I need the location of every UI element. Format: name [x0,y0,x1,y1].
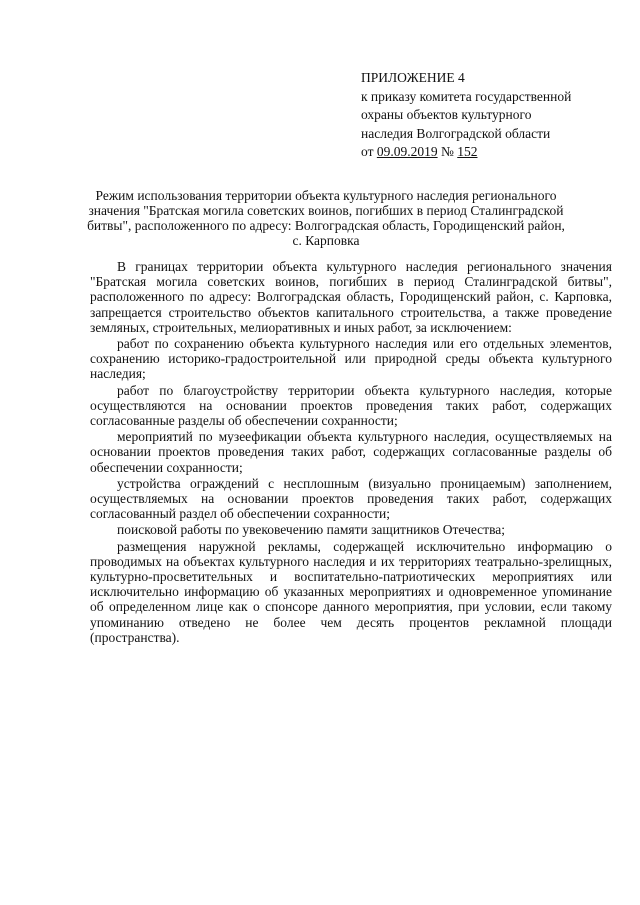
appendix-heading: ПРИЛОЖЕНИЕ 4 [361,70,465,85]
appendix-order-line [361,143,621,162]
document-body [90,259,612,646]
from-label: от [361,144,374,159]
appendix-line-2: охраны объектов культурного [361,107,532,122]
paragraph-item-5: поисковой работы по увековечению памяти защитников Отечества; [117,522,506,538]
appendix-block [361,69,621,162]
paragraph-item-4: устройства ограждений с несплошным (визуально проницаемым) заполнением, осуществляемых на основании проектов проведения таких работ, содержащих согласованный раздел об обеспечении сохранности; [90,475,612,522]
paragraph-item-3: мероприятий по музеефикации объекта культурного наследия, осуществляемых на основании проектов проведения таких работ, содержащих согласованные разделы об обеспечении сохранности; [90,429,612,475]
order-number: 152 [457,144,478,159]
order-date: 09.09.2019 [376,144,438,159]
number-sign: № [440,144,454,159]
paragraph-item-2: работ по благоустройству территории объекта культурного наследия, которые осуществляются на основании проектов проведения таких работ, содержащих согласованные разделы об обеспечении сохранности; [90,382,612,429]
document-title: Режим использования территории объекта культурного наследия регионального значения "Братская могила советских воинов, погибших в период Сталинградской битвы", расположенного по адресу: Волгоградская область, Городищенский район, с. Карповка [87,188,565,248]
paragraph-item-6: размещения наружной рекламы, содержащей исключительно информацию о проводимых на объектах культурного наследия и их территориях театрально-зрелищных, культурно-просветительных и воспитательно-патриотических мероприятиях или исключительно информацию об указанных мероприятиях и одновременное упоминание об определенном лице как о спонсоре данного мероприятия, при условии, если такому упоминанию отведено не более чем десять процентов рекламной площади (пространства). [90,538,612,645]
paragraph-item-1: работ по сохранению объекта культурного наследия или его отдельных элементов, сохранению историко-градостроительной или природной среды объекта культурного наследия; [90,336,612,382]
appendix-line-1: к приказу комитета государственной [361,88,572,104]
appendix-line-3: наследия Волгоградской области [361,125,551,141]
paragraph-intro: В границах территории объекта культурного наследия регионального значения "Братская могила советских воинов, погибших в период Сталинградской битвы", расположенного по адресу: Волгоградская область, Городищенский район, с. Карповка, запрещается строительство объектов капитального строительства, а также проведение земляных, строительных, мелиоративных и иных работ, за исключением: [90,259,612,335]
